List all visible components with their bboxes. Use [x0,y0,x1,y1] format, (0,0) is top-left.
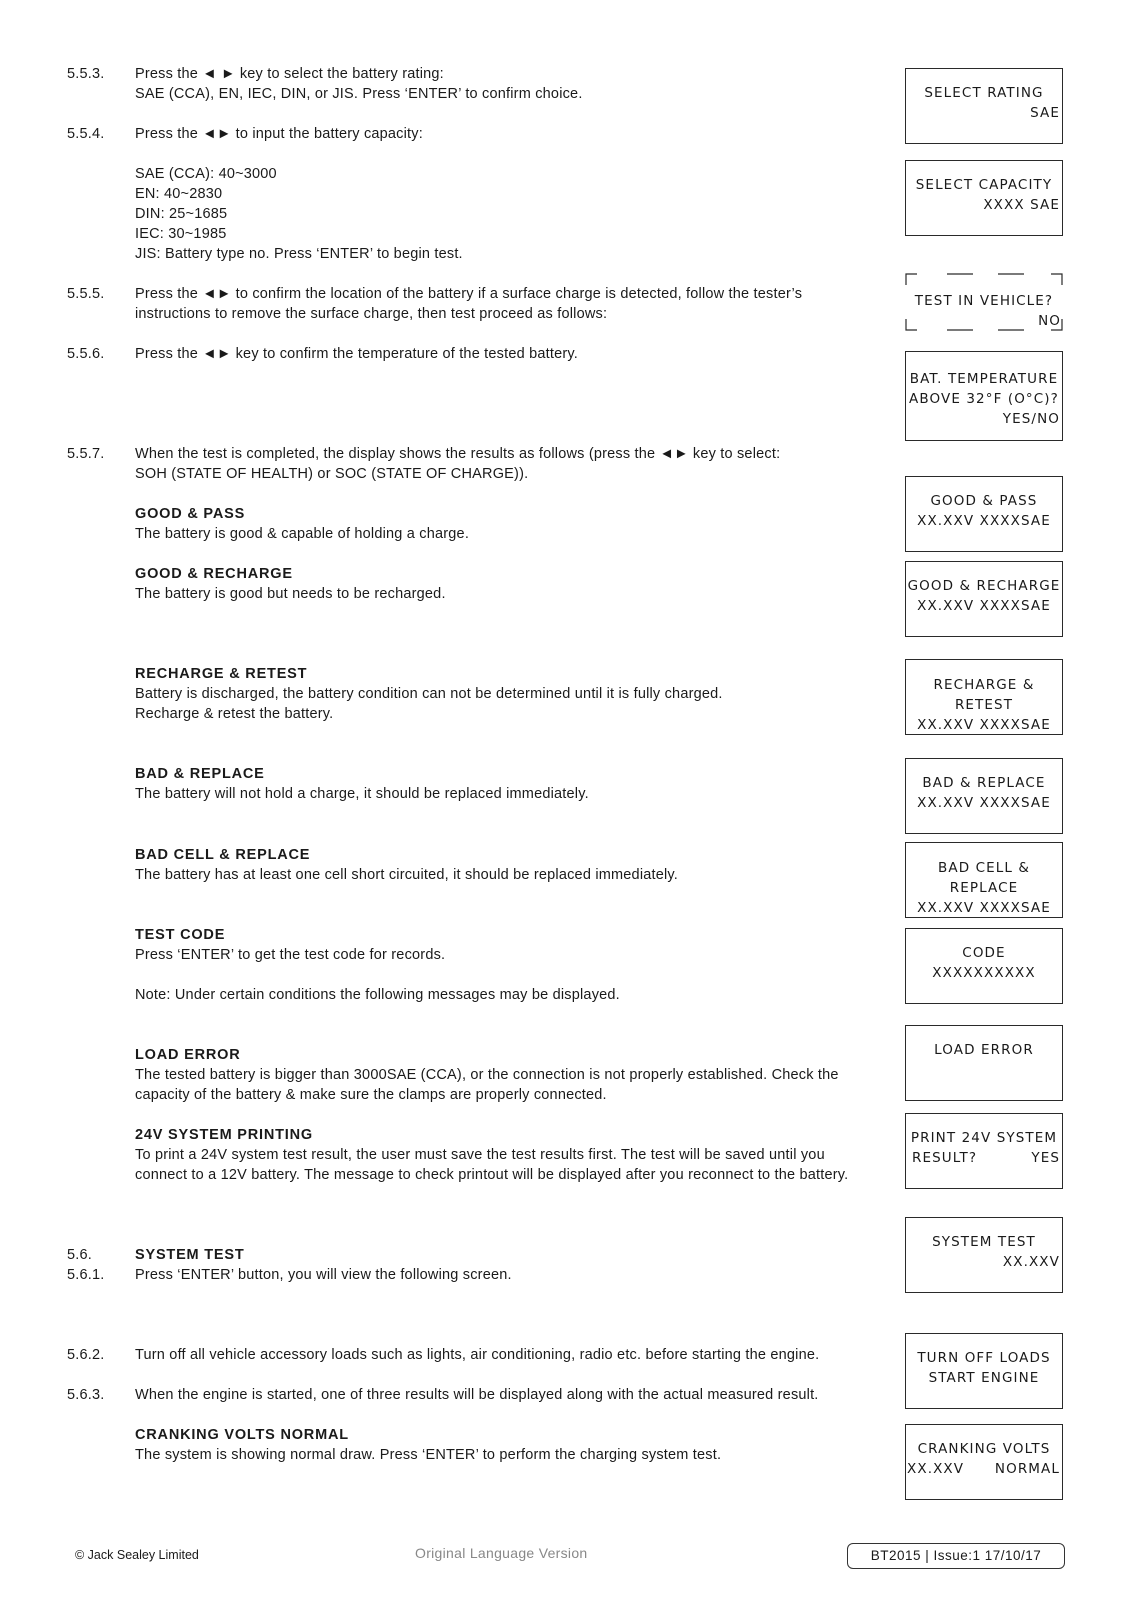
footer-issue-box: BT2015 | Issue:1 17/10/17 [847,1543,1065,1569]
section-text: Press the ◄► to confirm the location of the battery if a surface charge is detected, follow the tester’s instructions to remove the surface charge, then test proceed as follows: [135,286,803,322]
result-bad-replace: BAD & REPLACE The battery will not hold a charge, it should be replaced immediately. [135,766,589,802]
section-text: When the engine is started, one of three results will be displayed along with the actual measured result. [135,1387,819,1403]
lcd-test-in-vehicle: TEST IN VEHICLE? NO [905,273,1063,331]
lcd-bad-replace: BAD & REPLACE XX.XXV XXXXSAE [905,758,1063,834]
lcd-bad-cell: BAD CELL & REPLACE XX.XXV XXXXSAE [905,842,1063,918]
section-title: SYSTEM TEST [135,1247,245,1263]
section-text: Turn off all vehicle accessory loads such as lights, air conditioning, radio etc. before starting the engine. [135,1347,820,1363]
section-number: 5.5.4. [67,126,105,142]
section-text: Press the ◄ ► key to select the battery rating: SAE (CCA), EN, IEC, DIN, or JIS. Press ‘ENTER’ to confirm choice. [135,66,583,102]
section-number: 5.5.7. [67,446,105,462]
section-number: 5.5.5. [67,286,105,302]
result-good-pass: GOOD & PASS The battery is good & capable of holding a charge. [135,506,470,542]
result-recharge-retest: RECHARGE & RETEST Battery is discharged, the battery condition can not be determined until it is fully charged. Recharge & retest the battery. [135,666,723,722]
lcd-turn-off-loads: TURN OFF LOADS START ENGINE [905,1333,1063,1409]
section-number: 5.6.2. [67,1347,105,1363]
section-number: 5.5.6. [67,346,105,362]
section-number: 5.6.3. [67,1387,105,1403]
lcd-cranking-volts: CRANKING VOLTS XX.XXV NORMAL [905,1424,1063,1500]
footer-language: Original Language Version [415,1545,588,1561]
footer-copyright: © Jack Sealey Limited [75,1548,199,1562]
lcd-good-recharge: GOOD & RECHARGE XX.XXV XXXXSAE [905,561,1063,637]
result-bad-cell: BAD CELL & REPLACE The battery has at least one cell short circuited, it should be replaced immediately. [135,847,679,883]
capacity-list: SAE (CCA): 40~3000 EN: 40~2830 DIN: 25~1685 IEC: 30~1985 JIS: Battery type no. Press ‘ENTER’ to begin test. [135,166,463,262]
result-test-code: TEST CODE Press ‘ENTER’ to get the test code for records. Note: Under certain conditions the following messages may be displayed. [135,927,620,1003]
lcd-print-24v: PRINT 24V SYSTEM RESULT? YES [905,1113,1063,1189]
section-number: 5.5.3. [67,66,105,82]
result-cranking-normal: CRANKING VOLTS NORMAL The system is showing normal draw. Press ‘ENTER’ to perform the charging system test. [135,1427,722,1463]
lcd-load-error: LOAD ERROR [905,1025,1063,1101]
lcd-code: CODE XXXXXXXXXX [905,928,1063,1004]
lcd-select-rating: SELECT RATING SAE [905,68,1063,144]
lcd-bat-temperature: BAT. TEMPERATURE ABOVE 32°F (O°C)? YES/NO [905,351,1063,441]
section-number: 5.6.1. [67,1267,105,1283]
result-load-error: LOAD ERROR The tested battery is bigger than 3000SAE (CCA), or the connection is not properly established. Check the capacity of the battery & make sure the clamps are properly connected. [135,1047,839,1103]
lcd-recharge-retest: RECHARGE & RETEST XX.XXV XXXXSAE [905,659,1063,735]
section-text: When the test is completed, the display shows the results as follows (press the ◄► key to select: SOH (STATE OF HEALTH) or SOC (STATE OF CHARGE)). [135,446,781,482]
lcd-system-test: SYSTEM TEST XX.XXV [905,1217,1063,1293]
section-text: Press the ◄► to input the battery capacity: [135,126,423,142]
lcd-select-capacity: SELECT CAPACITY XXXX SAE [905,160,1063,236]
result-24v-printing: 24V SYSTEM PRINTING To print a 24V system test result, the user must save the test results first. The test will be saved until you connect to a 12V battery. The message to check printout will be displayed after you reconnect to the battery. [135,1127,849,1183]
result-good-recharge: GOOD & RECHARGE The battery is good but needs to be recharged. [135,566,446,602]
section-number: 5.6. [67,1247,92,1263]
section-text: Press ‘ENTER’ button, you will view the following screen. [135,1267,512,1283]
section-text: Press the ◄► key to confirm the temperature of the tested battery. [135,346,578,362]
lcd-good-pass: GOOD & PASS XX.XXV XXXXSAE [905,476,1063,552]
